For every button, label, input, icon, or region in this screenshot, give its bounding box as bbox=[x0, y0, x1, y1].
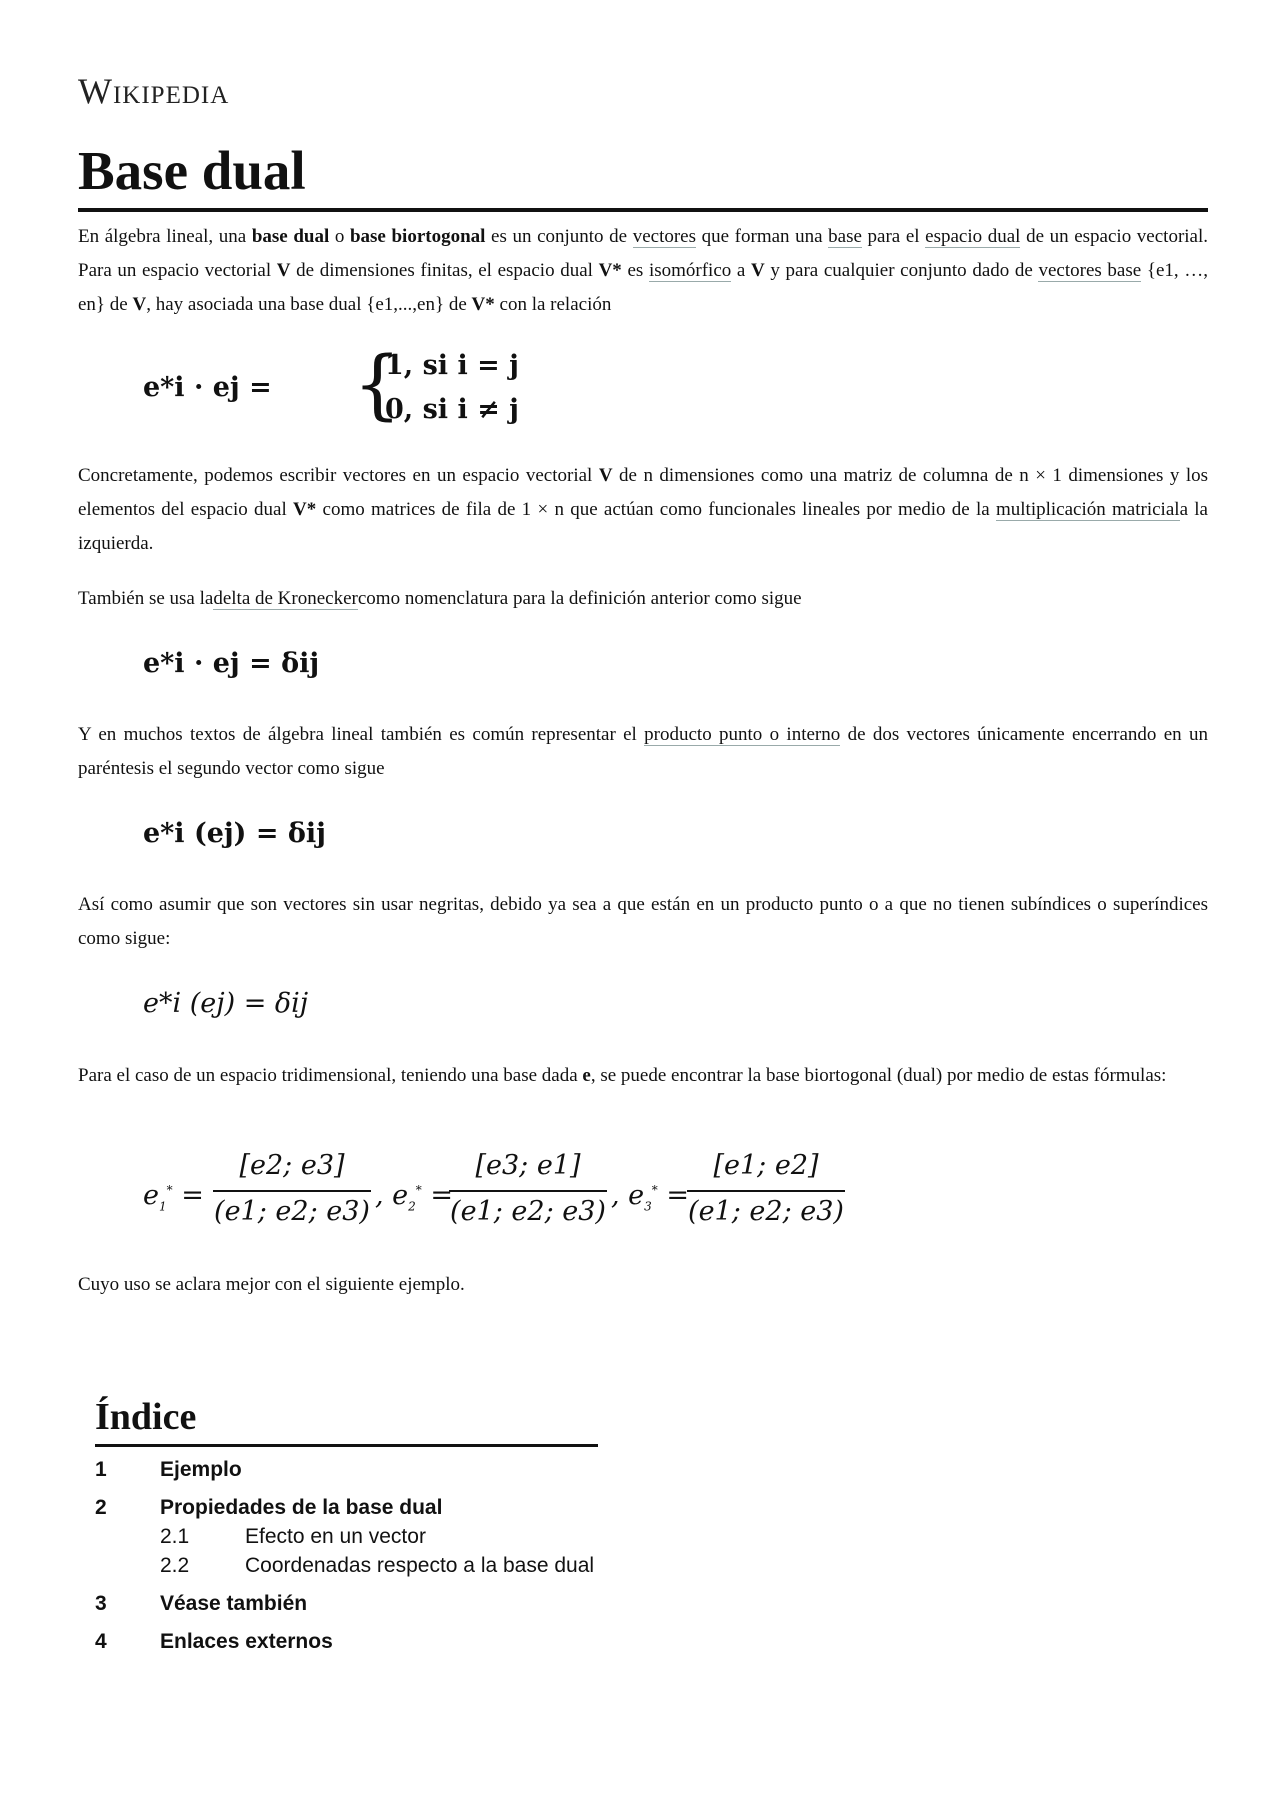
wikipedia-logo[interactable]: Wikipedia bbox=[78, 71, 230, 111]
text: con la relación bbox=[494, 294, 612, 315]
toc-number: 3 bbox=[95, 1592, 107, 1615]
toc-number: 4 bbox=[95, 1630, 107, 1653]
bold-term: e bbox=[582, 1065, 591, 1086]
formula-case-1: 1, si i = j bbox=[385, 350, 519, 381]
toc-number: 1 bbox=[95, 1458, 107, 1481]
text: En álgebra lineal, una bbox=[78, 226, 252, 247]
link-base[interactable]: base bbox=[828, 226, 862, 247]
e1-star-lhs: $e_1^*$ = bbox=[143, 1180, 204, 1214]
text: como nomenclatura para la definición anterior como sigue bbox=[357, 588, 802, 609]
paragraph-kronecker bbox=[78, 582, 1208, 616]
text: de n dimensiones como una matriz de columna de n × 1 dimensiones y los elementos del espacio dual bbox=[78, 465, 1208, 520]
symbol-v-star: V* bbox=[293, 499, 317, 520]
fraction-2-numerator: [e3; e1] bbox=[475, 1150, 581, 1181]
fraction-3-numerator: [e1; e2] bbox=[713, 1150, 819, 1181]
formula-no-bold: e*i (ej) = δij bbox=[143, 988, 309, 1019]
toc-number: 2.1 bbox=[160, 1525, 190, 1548]
toc-title: Índice bbox=[95, 1392, 598, 1447]
toc-link-propiedades[interactable]: Propiedades de la base dual bbox=[160, 1496, 443, 1519]
fraction-1-numerator: [e2; e3] bbox=[239, 1150, 345, 1181]
table-of-contents bbox=[95, 1392, 695, 1653]
link-multiplicacion-matricial[interactable]: multiplicación matricial bbox=[996, 499, 1180, 520]
text: Concretamente, podemos escribir vectores en un espacio vectorial bbox=[78, 465, 599, 486]
e2-star-lhs: , $e_2^*$ = bbox=[375, 1180, 454, 1214]
text: Cuyo uso se aclara mejor con el siguiente ejemplo. bbox=[78, 1274, 465, 1295]
text: de un espacio vectorial. Para un espacio vectorial bbox=[78, 226, 1209, 281]
text: y para cualquier conjunto dado de bbox=[764, 260, 1039, 281]
link-vectores-base[interactable]: vectores base bbox=[1038, 260, 1142, 281]
intro-paragraph bbox=[78, 220, 1208, 322]
text: a bbox=[731, 260, 751, 281]
symbol-v-star: V* bbox=[471, 294, 495, 315]
text: es bbox=[621, 260, 649, 281]
text: Y en muchos textos de álgebra lineal también es común representar el bbox=[78, 724, 645, 745]
text: {e1, …, en} de bbox=[78, 260, 1209, 315]
e3-star-lhs: , $e_3^*$ = bbox=[611, 1180, 690, 1214]
text: de dimensiones finitas, el espacio dual bbox=[290, 260, 599, 281]
paragraph-sin-negritas bbox=[78, 888, 1208, 956]
toc-number: 2.2 bbox=[160, 1554, 190, 1577]
formula-case-2: 0, si i ≠ j bbox=[385, 394, 519, 425]
text: Para el caso de un espacio tridimensional, teniendo una base dada bbox=[78, 1065, 583, 1086]
paragraph-tridimensional bbox=[78, 1059, 1208, 1093]
symbol-v: V bbox=[598, 465, 613, 486]
text: para el bbox=[861, 226, 926, 247]
link-vectores[interactable]: vectores bbox=[632, 226, 697, 247]
link-isomorfico[interactable]: isomórfico bbox=[648, 260, 732, 281]
fraction-2-denominator: (e1; e2; e3) bbox=[450, 1196, 606, 1227]
fraction-3-bar bbox=[687, 1190, 845, 1192]
text: También se usa la bbox=[78, 588, 214, 609]
text: a la izquierda. bbox=[78, 499, 1208, 554]
toc-link-efecto-vector[interactable]: Efecto en un vector bbox=[245, 1525, 426, 1548]
page-title: Base dual bbox=[78, 138, 1208, 212]
fraction-2-bar bbox=[449, 1190, 607, 1192]
link-espacio-dual[interactable]: espacio dual bbox=[925, 226, 1021, 247]
fraction-3-denominator: (e1; e2; e3) bbox=[688, 1196, 844, 1227]
paragraph-matrices bbox=[78, 459, 1208, 561]
toc-link-vease-tambien[interactable]: Véase también bbox=[160, 1592, 308, 1615]
fraction-1-bar bbox=[213, 1190, 371, 1192]
text: que forman una bbox=[696, 226, 829, 247]
symbol-v: V bbox=[751, 260, 765, 281]
text: , se puede encontrar la base biortogonal (dual) por medio de estas fórmulas: bbox=[590, 1065, 1167, 1086]
text: Así como asumir que son vectores sin usar negritas, debido ya sea a que están en un producto punto o a que no tienen subíndices o superíndices como sigue: bbox=[78, 894, 1208, 949]
text: o bbox=[329, 226, 350, 247]
formula-dual-3d bbox=[143, 1152, 943, 1242]
text: como matrices de fila de 1 × n que actúan como funcionales lineales por medio de la bbox=[316, 499, 996, 520]
symbol-v: V bbox=[132, 294, 147, 315]
paragraph-ejemplo bbox=[78, 1268, 1208, 1302]
toc-number: 2 bbox=[95, 1496, 107, 1519]
bold-term: base dual bbox=[251, 226, 330, 247]
formula-parentheses: e*i (ej) = δij bbox=[143, 818, 326, 849]
link-producto-punto[interactable]: producto punto o interno bbox=[644, 724, 841, 745]
paragraph-producto-interno bbox=[78, 718, 1208, 786]
text: de dos vectores únicamente encerrando en un paréntesis el segundo vector como sigue bbox=[78, 724, 1208, 779]
link-delta-de-kronecker[interactable]: delta de Kronecker bbox=[213, 588, 358, 609]
symbol-v-star: V* bbox=[598, 260, 622, 281]
toc-link-coordenadas[interactable]: Coordenadas respecto a la base dual bbox=[245, 1554, 595, 1577]
toc-link-ejemplo[interactable]: Ejemplo bbox=[160, 1458, 242, 1481]
symbol-v: V bbox=[276, 260, 291, 281]
fraction-1-denominator: (e1; e2; e3) bbox=[214, 1196, 370, 1227]
text: es un conjunto de bbox=[485, 226, 633, 247]
bold-term: base biortogonal bbox=[349, 226, 486, 247]
text: , hay asociada una base dual {e1,...,en} de bbox=[146, 294, 472, 315]
left-brace: { bbox=[353, 339, 402, 428]
toc-link-enlaces-externos[interactable]: Enlaces externos bbox=[160, 1630, 333, 1653]
formula-lhs: e*i · ej = bbox=[143, 372, 272, 403]
formula-kronecker: e*i · ej = δij bbox=[143, 648, 320, 679]
